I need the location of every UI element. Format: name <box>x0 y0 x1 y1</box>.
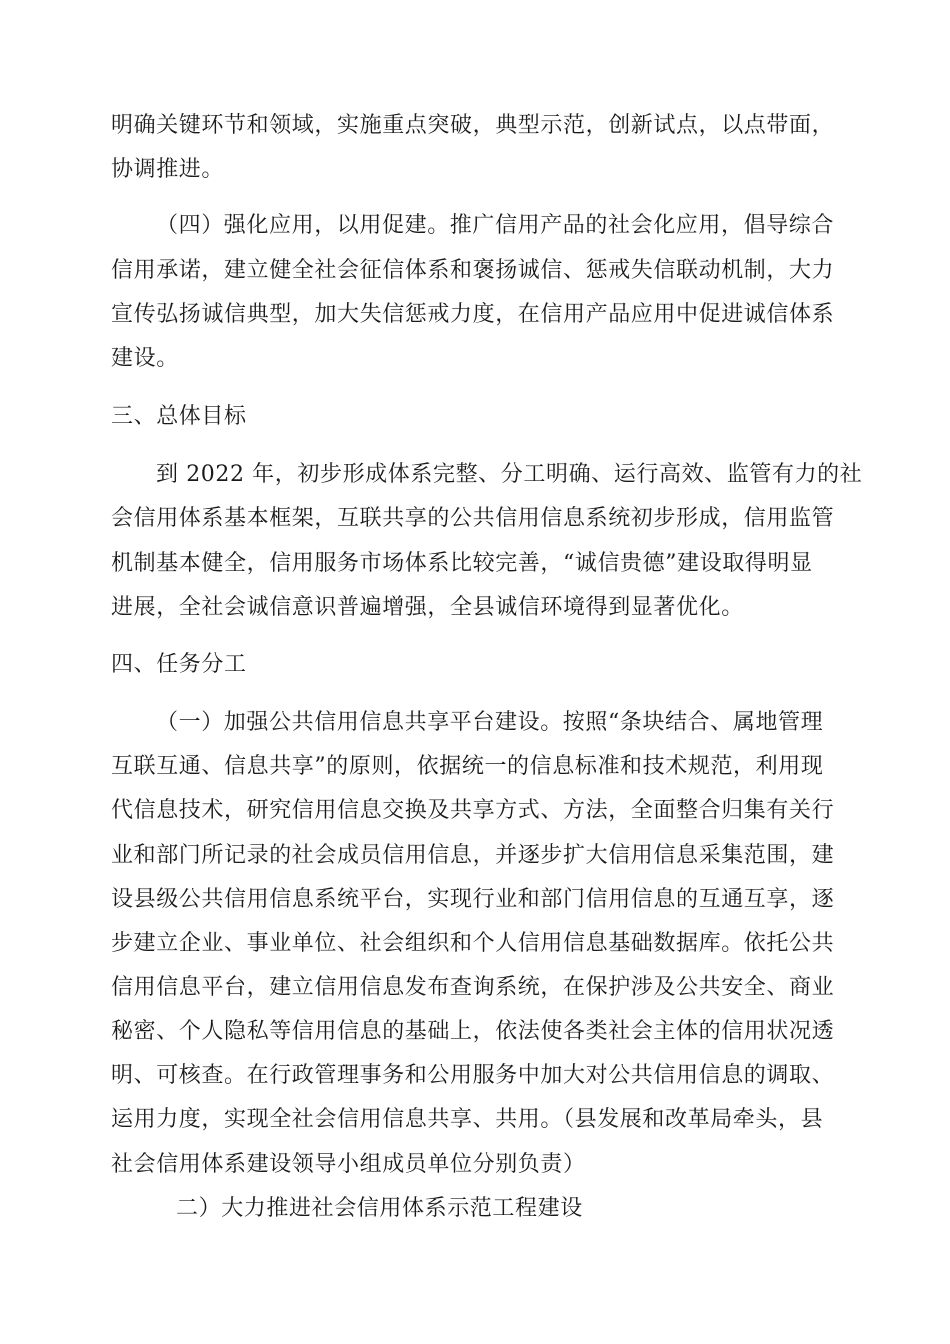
body-text-line: 信用承诺，建立健全社会征信体系和褒扬诚信、惩戒失信联动机制，大力 <box>111 258 835 283</box>
body-text-line: 代信息技术，研究信用信息交换及共享方式、方法，全面整合归集有关行 <box>111 798 835 823</box>
body-text-line: 设县级公共信用信息系统平台，实现行业和部门信用信息的互通互享，逐 <box>111 887 835 912</box>
body-text-line: 宣传弘扬诚信典型，加大失信惩戒力度，在信用产品应用中促进诚信体系 <box>111 302 835 327</box>
paragraph-heading-4: （四）强化应用，以用促建。推广信用产品的社会化应用，倡导综合 <box>156 213 835 238</box>
body-text-line: 互联互通、信息共享”的原则，依据统一的信息标准和技术规范，利用现 <box>111 754 824 779</box>
body-text-line: 秘密、个人隐私等信用信息的基础上，依法使各类社会主体的信用状况透 <box>111 1019 835 1044</box>
paragraph-heading-2: 二）大力推进社会信用体系示范工程建设 <box>176 1196 583 1221</box>
body-text-line: 会信用体系基本框架，互联共享的公共信用信息系统初步形成，信用监管 <box>111 506 835 531</box>
body-text-line: 到 2022 年，初步形成体系完整、分工明确、运行高效、监管有力的社 <box>156 462 863 487</box>
body-text-line: 业和部门所记录的社会成员信用信息，并逐步扩大信用信息采集范围，建 <box>111 843 835 868</box>
body-text-line: 明、可核查。在行政管理事务和公用服务中加大对公共信用信息的调取、 <box>111 1063 835 1088</box>
body-text-line: 进展，全社会诚信意识普遍增强，全县诚信环境得到显著优化。 <box>111 595 744 620</box>
body-text-line: 社会信用体系建设领导小组成员单位分别负责） <box>111 1152 586 1177</box>
section-heading-3: 三、总体目标 <box>111 404 247 429</box>
body-text-line: 建设。 <box>111 346 179 371</box>
section-heading-4: 四、任务分工 <box>111 652 247 677</box>
paragraph-heading-1: （一）加强公共信用信息共享平台建设。按照“条块结合、属地管理 <box>156 710 824 735</box>
body-text-line: 运用力度，实现全社会信用信息共享、共用。（县发展和改革局牵头，县 <box>111 1107 824 1132</box>
body-text-line: 明确关键环节和领域，实施重点突破，典型示范，创新试点，以点带面， <box>111 113 835 138</box>
body-text-line: 步建立企业、事业单位、社会组织和个人信用信息基础数据库。依托公共 <box>111 931 835 956</box>
body-text-line: 信用信息平台，建立信用信息发布查询系统，在保护涉及公共安全、商业 <box>111 975 835 1000</box>
body-text-line: 协调推进。 <box>111 157 225 182</box>
body-text-line: 机制基本健全，信用服务市场体系比较完善，“诚信贵德”建设取得明显 <box>111 551 813 576</box>
